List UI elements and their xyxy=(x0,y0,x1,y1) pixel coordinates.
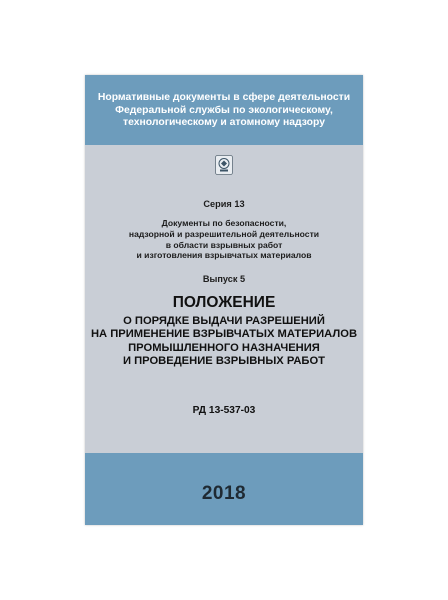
publisher-line: Федеральной службы по экологическому, xyxy=(115,104,333,116)
publication-year: 2018 xyxy=(201,483,247,504)
document-code: РД 13-537-03 xyxy=(192,405,256,416)
series-description-line: Документы по безопасности, xyxy=(161,218,287,228)
series-description xyxy=(85,218,363,261)
series-description-line: надзорной и разрешительной деятельности xyxy=(128,228,320,239)
series-description-line: в области взрывных работ xyxy=(165,239,283,250)
publisher-line: Нормативные документы в сфере деятельности xyxy=(97,92,351,103)
subtitle-line: О ПОРЯДКЕ ВЫДАЧИ РАЗРЕШЕНИЙ xyxy=(123,315,325,327)
subtitle-line: ПРОМЫШЛЕННОГО НАЗНАЧЕНИЯ xyxy=(128,341,320,354)
document-subtitle xyxy=(85,315,363,369)
series-description-line: и изготовления взрывчатых материалов xyxy=(136,250,312,261)
subtitle-line: НА ПРИМЕНЕНИЕ ВЗРЫВЧАТЫХ МАТЕРИАЛОВ xyxy=(90,328,358,341)
issue-label: Выпуск 5 xyxy=(202,274,246,284)
publisher-heading xyxy=(85,92,363,130)
document-title: ПОЛОЖЕНИЕ xyxy=(172,294,276,311)
series-label: Серия 13 xyxy=(203,199,245,209)
publisher-line: технологическому и атомному надзору xyxy=(123,117,325,128)
emblem-icon xyxy=(215,155,233,175)
book-cover xyxy=(85,75,363,525)
subtitle-line: И ПРОВЕДЕНИЕ ВЗРЫВНЫХ РАБОТ xyxy=(122,355,326,368)
